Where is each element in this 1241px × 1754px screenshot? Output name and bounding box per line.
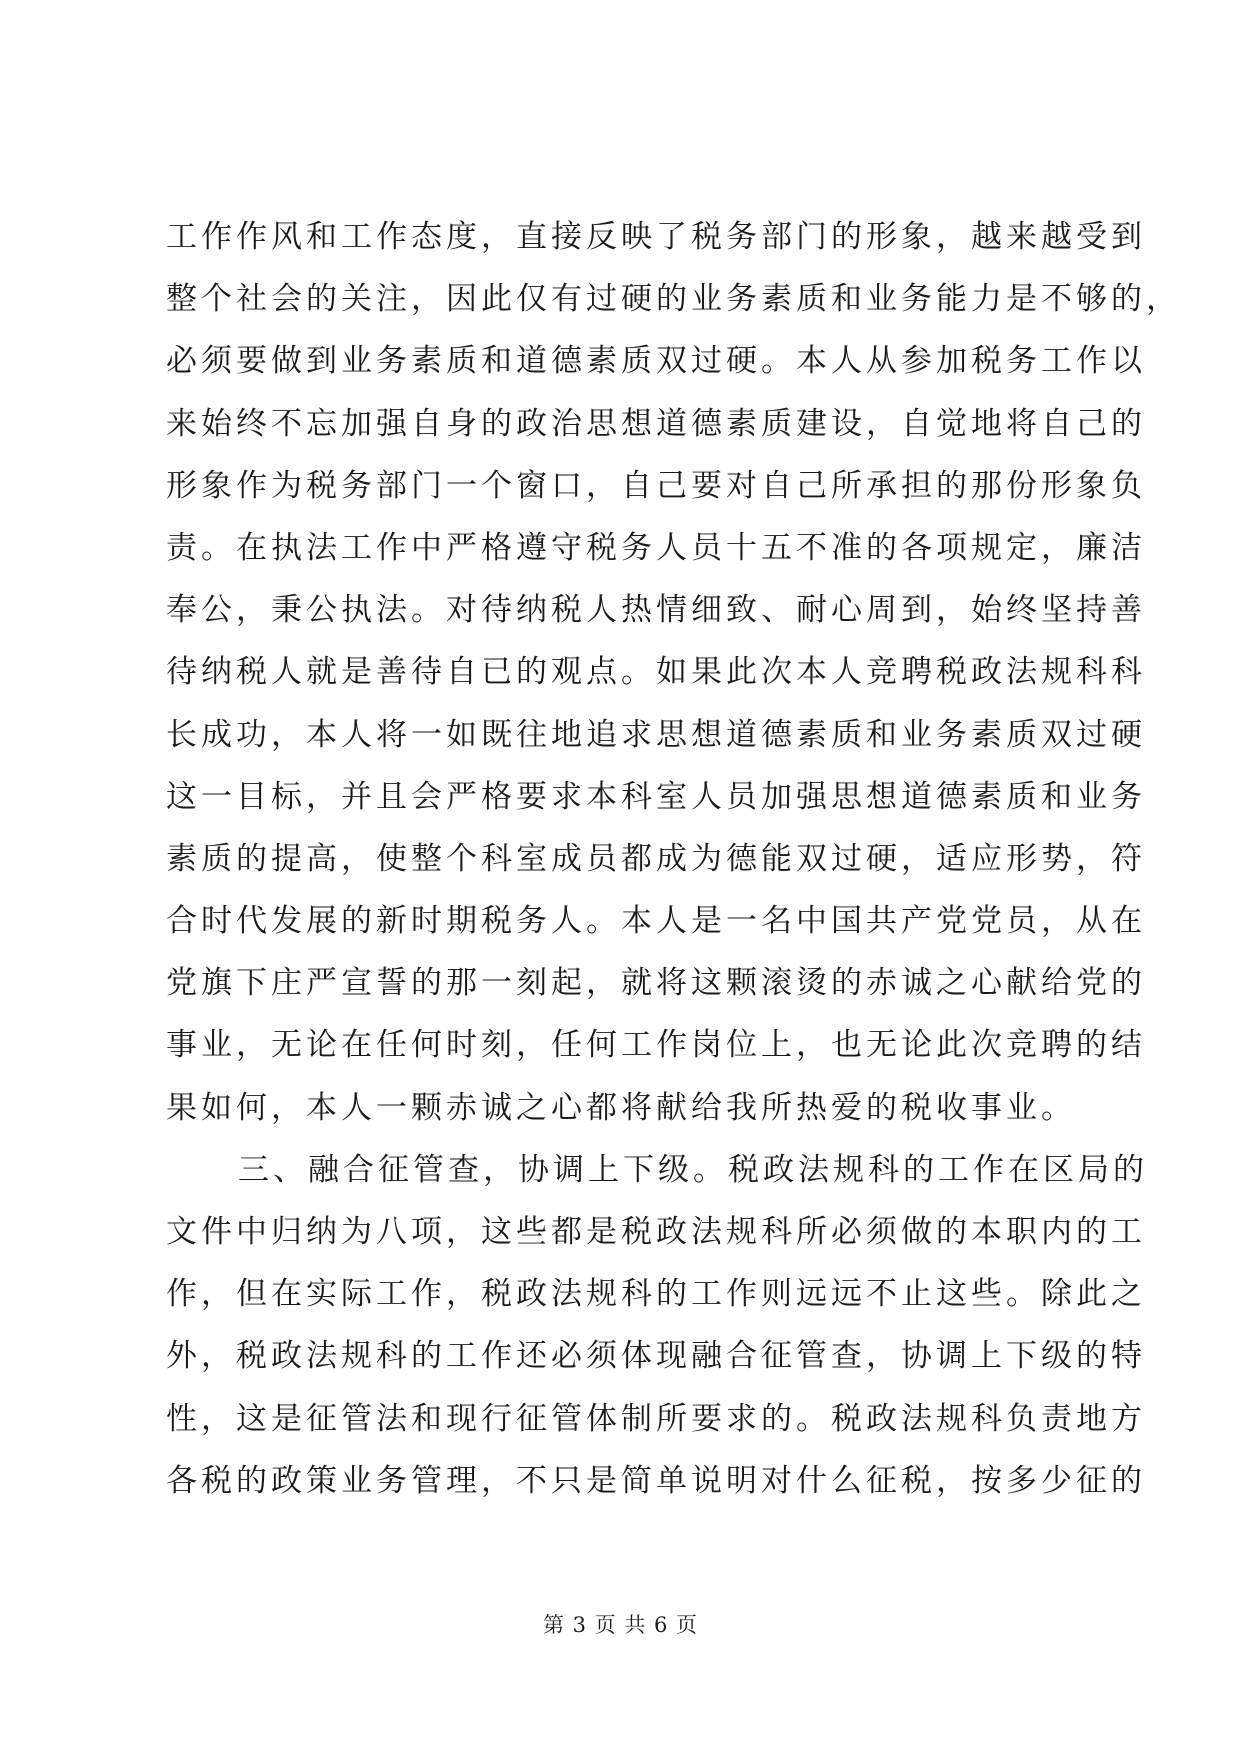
text-line: 外，税政法规科的工作还必须体现融合征管查，协调上下级的特 [166, 1338, 1146, 1375]
text-line: 作，但在实际工作，税政法规科的工作则远远不止这些。除此之 [166, 1276, 1146, 1313]
text-line: 整个社会的关注，因此仅有过硬的业务素质和业务能力是不够的， [166, 281, 1181, 318]
text-line: 文件中归纳为八项，这些都是税政法规科所必须做的本职内的工 [166, 1214, 1146, 1250]
text-line: 党旗下庄严宣誓的那一刻起，就将这颗滚烫的赤诚之心献给党的 [166, 965, 1146, 1002]
text-line: 工作作风和工作态度，直接反映了税务部门的形象，越来越受到 [166, 219, 1146, 255]
text-line: 责。在执法工作中严格遵守税务人员十五不准的各项规定，廉洁 [166, 529, 1146, 566]
text-line: 合时代发展的新时期税务人。本人是一名中国共产党党员，从在 [166, 903, 1146, 940]
text-line: 形象作为税务部门一个窗口，自己要对自己所承担的那份形象负 [166, 467, 1146, 504]
text-line: 奉公，秉公执法。对待纳税人热情细致、耐心周到，始终坚持善 [166, 592, 1146, 629]
text-line: 素质的提高，使整个科室成员都成为德能双过硬，适应形势，符 [166, 840, 1146, 877]
text-line: 事业，无论在任何时刻，任何工作岗位上，也无论此次竞聘的结 [166, 1027, 1146, 1064]
body-text [166, 206, 1181, 1512]
text-line: 待纳税人就是善待自已的观点。如果此次本人竞聘税政法规科科 [166, 654, 1146, 691]
text-line: 这一目标，并且会严格要求本科室人员加强思想道德素质和业务 [166, 778, 1146, 815]
text-line: 性，这是征管法和现行征管体制所要求的。税政法规科负责地方 [166, 1400, 1146, 1437]
text-line: 必须要做到业务素质和道德素质双过硬。本人从参加税务工作以 [166, 343, 1146, 380]
text-line: 长成功，本人将一如既往地追求思想道德素质和业务素质双过硬 [166, 716, 1146, 753]
text-line: 各税的政策业务管理，不只是简单说明对什么征税，按多少征的 [166, 1462, 1146, 1499]
text-line: 果如何，本人一颗赤诚之心都将献给我所热爱的税收事业。 [166, 1089, 1076, 1126]
page-footer: 第 3 页 共 6 页 [542, 1613, 699, 1637]
text-line: 三、融合征管查，协调上下级。税政法规科的工作在区局的 [238, 1151, 1148, 1188]
text-line: 来始终不忘加强自身的政治思想道德素质建设，自觉地将自己的 [166, 405, 1146, 442]
